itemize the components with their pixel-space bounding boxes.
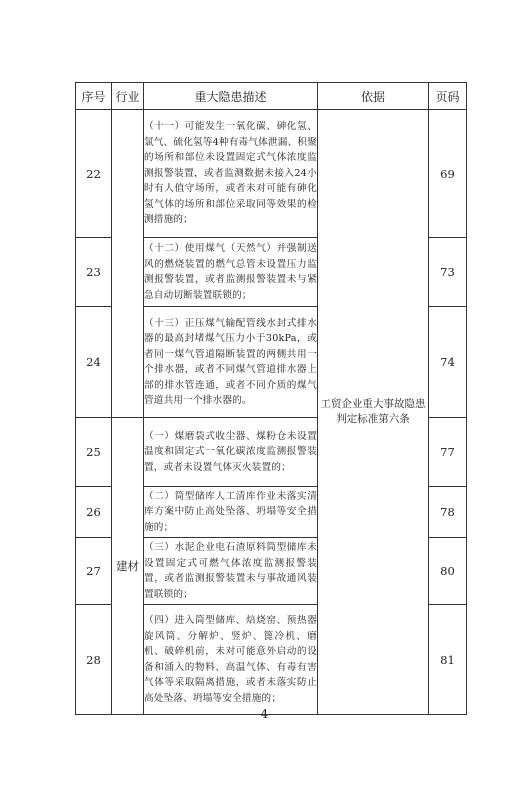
row-seq: 23 <box>76 238 112 307</box>
row-seq: 25 <box>76 418 112 487</box>
row-page: 80 <box>429 538 467 605</box>
header-page: 页码 <box>429 83 467 110</box>
header-industry: 行业 <box>112 83 144 110</box>
hazard-table <box>75 82 467 715</box>
row-description: （四）进入筒型储库、焙烧窑、预热器旋风筒、分解炉、竖炉、篦冷机、磨机、破碎机前，未对可能意外启动的设备和涌入的物料、高温气体、有毒有害气体等采取隔离措施，或者未落实防止高处坠落、坍塌等安全措施的； <box>144 605 318 715</box>
row-seq: 24 <box>76 307 112 418</box>
header-description: 重大隐患描述 <box>144 83 318 110</box>
table-row <box>76 110 467 238</box>
row-seq: 27 <box>76 538 112 605</box>
row-description: （十三）正压煤气输配管线水封式排水器的最高封堵煤气压力小于30kPa，或者同一煤气管道隔断装置的两侧共用一个排水器，或者不同煤气管道排水器上部的排水管连通，或者不同介质的煤气管道共用一个排水器的。 <box>144 307 318 418</box>
row-seq: 28 <box>76 605 112 715</box>
header-basis: 依据 <box>318 83 429 110</box>
industry-cell: 建材 <box>112 418 144 715</box>
row-page: 78 <box>429 487 467 538</box>
row-description: （二）筒型储库人工清库作业未落实清库方案中防止高处坠落、坍塌等安全措施的； <box>144 487 318 538</box>
row-page: 77 <box>429 418 467 487</box>
page-number: 4 <box>260 707 269 721</box>
basis-cell: 工贸企业重大事故隐患判定标准第六条 <box>318 110 429 715</box>
row-description: （一）煤磨袋式收尘器、煤粉仓未设置温度和固定式一氧化碳浓度监测报警装置，或者未设置气体灭火装置的； <box>144 418 318 487</box>
row-page: 81 <box>429 605 467 715</box>
industry-cell-empty <box>112 110 144 418</box>
row-page: 73 <box>429 238 467 307</box>
row-seq: 26 <box>76 487 112 538</box>
row-description: （十二）使用煤气（天然气）并强制送风的燃烧装置的燃气总管未设置压力监测报警装置，或者监测报警装置未与紧急自动切断装置联锁的； <box>144 238 318 307</box>
row-description: （三）水泥企业电石渣原料筒型储库未设置固定式可燃气体浓度监测报警装置，或者监测报警装置未与事故通风装置联锁的； <box>144 538 318 605</box>
row-description: （十一）可能发生一氧化碳、砷化氢、氯气、硫化氢等4种有毒气体泄漏、积聚的场所和部位未设置固定式气体浓度监测报警装置，或者监测数据未接入24小时有人值守场所，或者未对可能有砷化氢气体的场所和部位采取同等效果的检测措施的； <box>144 110 318 238</box>
row-page: 74 <box>429 307 467 418</box>
row-page: 69 <box>429 110 467 238</box>
row-seq: 22 <box>76 110 112 238</box>
header-row <box>76 83 467 110</box>
header-seq: 序号 <box>76 83 112 110</box>
